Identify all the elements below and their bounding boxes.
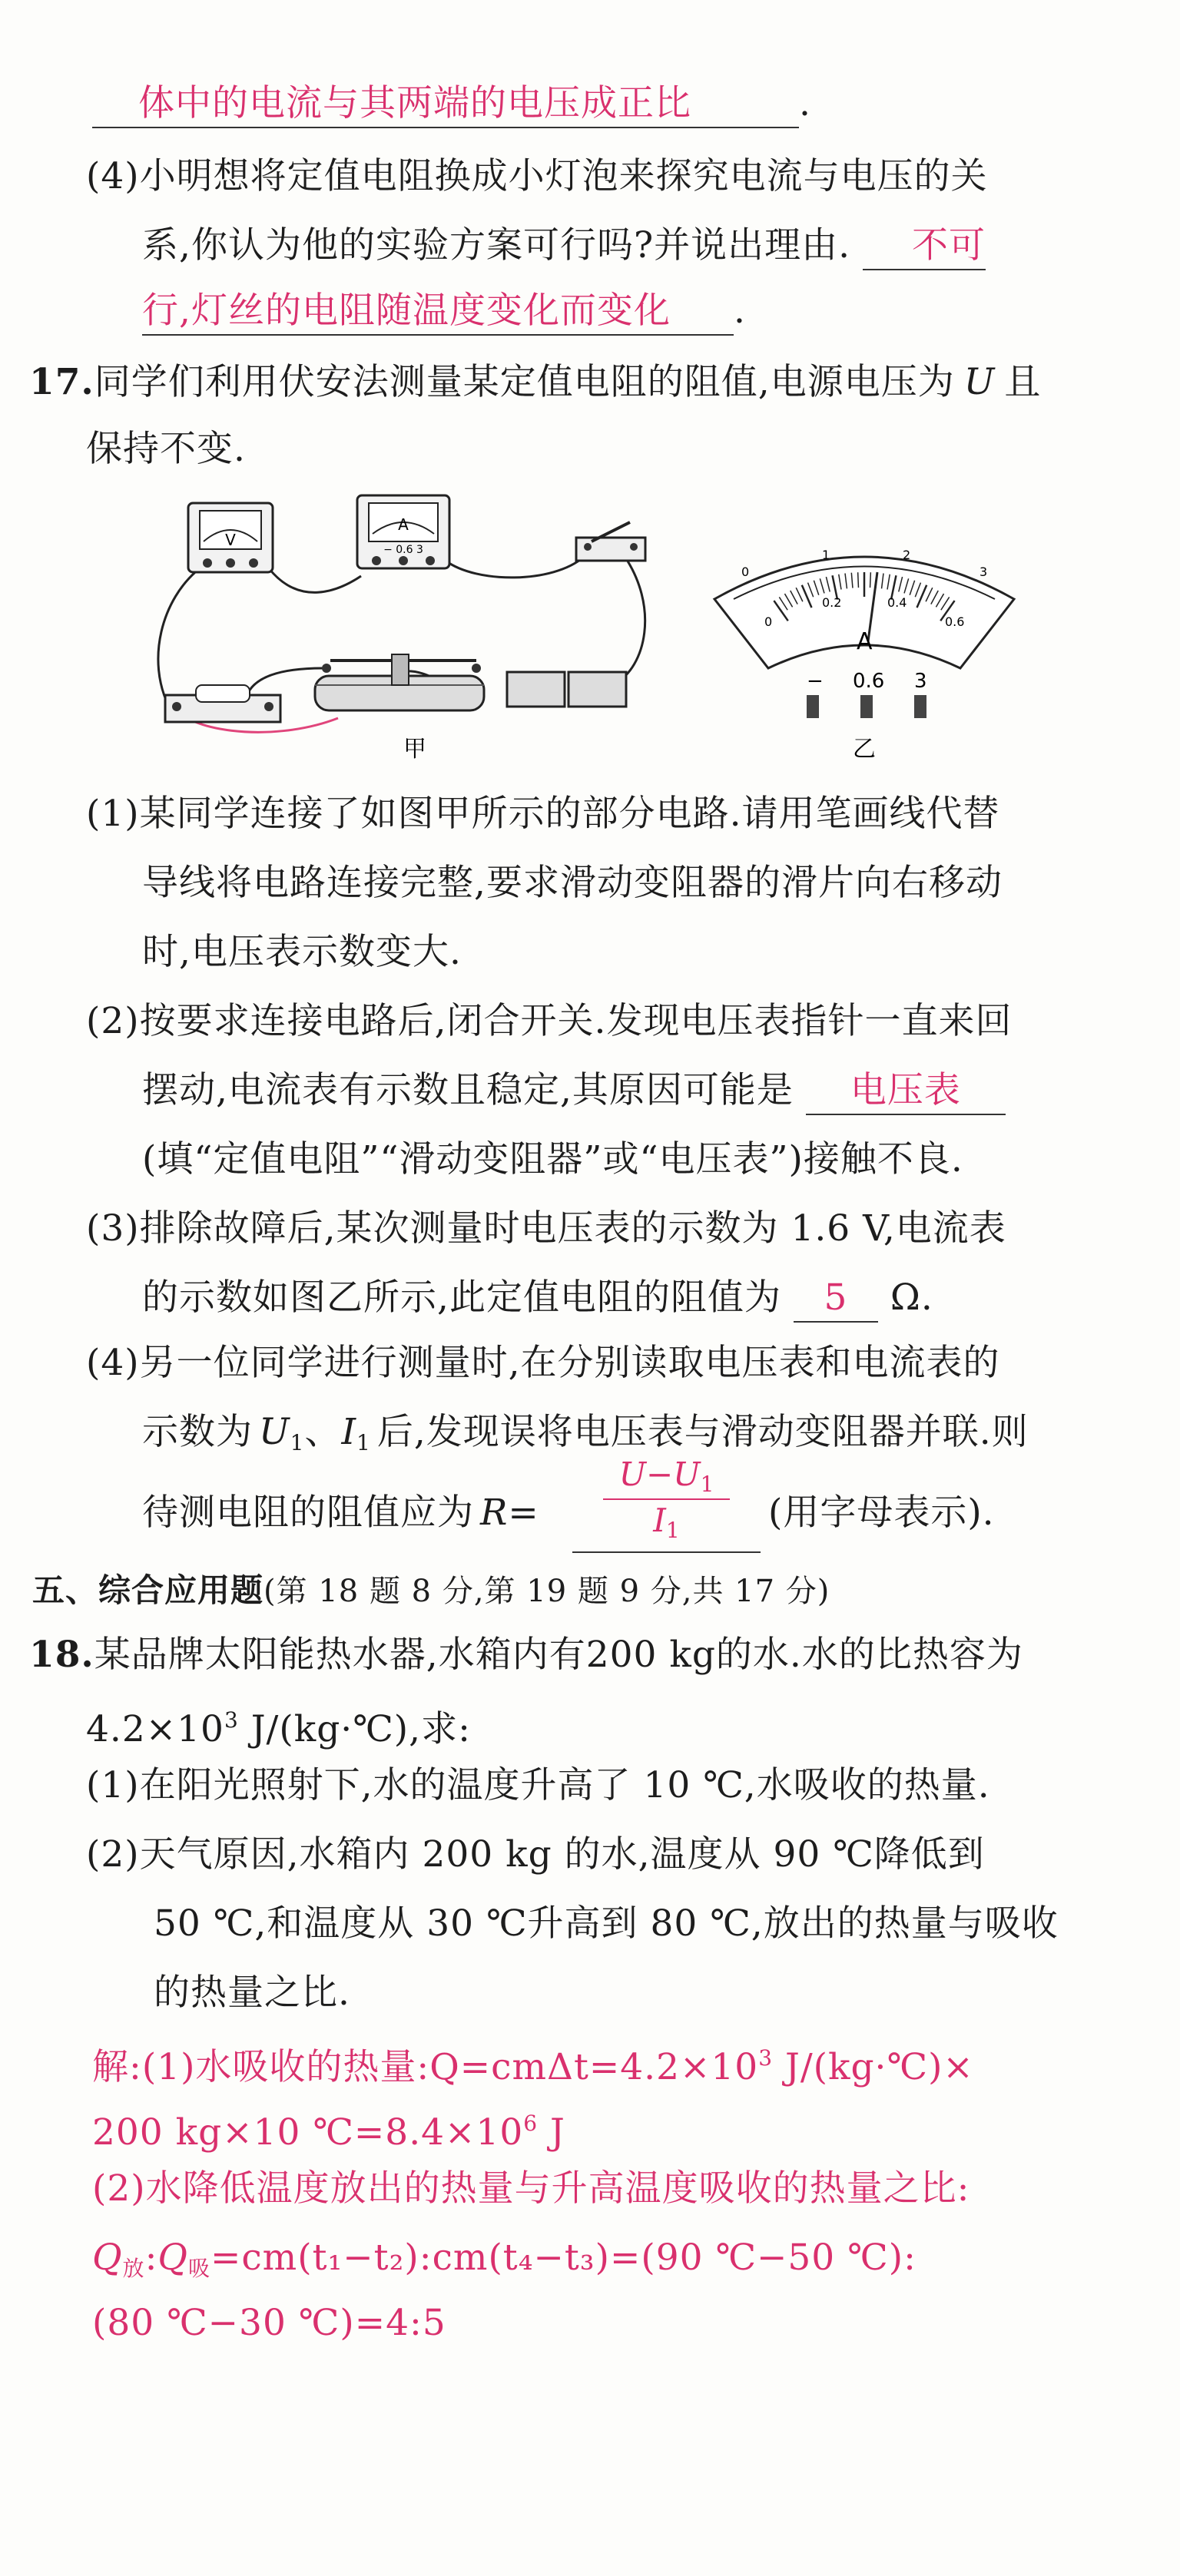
q17-p4-text-c: 待测电阻的阻值应为 [142,1492,474,1534]
sol4-q-fang: Q [92,2237,123,2279]
q18-stem2-b: J/(kg·℃),求: [238,1708,471,1750]
battery-icon [507,672,626,707]
q17-p4-u-sub: 1 [290,1430,305,1455]
section5-heading [32,1567,830,1614]
q16-q4-line1: (4)小明想将定值电阻换成小灯泡来探究电流与电压的关 [86,155,988,197]
q18-solution-line1 [92,2035,974,2091]
scale-bottom-1: 0.2 [822,595,842,610]
q17-p1-line3: 时,电压表示数变大. [142,931,462,973]
fraction-bar [603,1498,730,1500]
q17-p2-line1: (2)按要求连接电路后,闭合开关.发现电压表指针一直来回 [86,1000,1013,1042]
q18-stem2-a: 4.2×10 [86,1708,224,1750]
q17-stem-line1 [29,359,1041,406]
sol1-b: J/(kg·℃)× [773,2046,974,2088]
q18-number: 18. [29,1634,94,1676]
q17-p4-text-b: 后,发现误将电压表与滑动变阻器并联.则 [376,1411,1029,1453]
q18-p2-line3: 的热量之比. [154,1972,350,2014]
ammeter-icon [357,495,449,568]
q18-p1: (1)在阳光照射下,水的温度升高了 10 ℃,水吸收的热量. [86,1764,990,1806]
q16-q4-question: 系,你认为他的实验方案可行吗?并说出理由. [142,224,851,267]
q17-stem-u: U [963,361,996,403]
q17-stem-line2: 保持不变. [86,428,246,470]
fraction-denominator [572,1502,761,1550]
section5-title: 五、综合应用题 [32,1571,264,1609]
figure-label-yi: 乙 [853,736,876,763]
q17-p3-unit: Ω. [890,1276,933,1319]
dial-tick [870,572,871,588]
q17-p1-line1: (1)某同学连接了如图甲所示的部分电路.请用笔画线代替 [86,793,1000,835]
q17-p3-answer: 5 [794,1275,878,1323]
fixed-resistor-icon [165,685,280,722]
q18-stem-line1 [29,1632,1023,1678]
q17-number: 17. [29,361,94,403]
q17-p3-question: 的示数如图乙所示,此定值电阻的阻值为 [142,1276,781,1319]
q16-line0-end: . [799,82,811,124]
q18-stem-line2 [86,1697,471,1753]
scale-top-0: 0 [741,565,750,579]
q16-line0-answer: 体中的电流与其两端的电压成正比 [92,81,799,128]
q17-p4-line1: (4)另一位同学进行测量时,在分别读取电压表和电流表的 [86,1342,1000,1384]
dial-terminal-3: 3 [914,670,927,693]
sol2-a: 200 kg×10 ℃=8.4×10 [92,2111,524,2154]
q17-p4-note: (用字母表示). [768,1492,995,1534]
q17-p4-text-a: 示数为 [142,1411,253,1453]
q17-p2-line2 [142,1068,1006,1115]
q16-q4-answer-b: 行,灯丝的电阻随温度变化而变化 [142,288,734,336]
sol2-exp: 6 [523,2111,539,2136]
section5-detail: (第 18 题 8 分,第 19 题 9 分,共 17 分) [264,1574,830,1609]
sol4-sep: : [144,2237,158,2279]
q17-p2-question: 摆动,电流表有示数且稳定,其原因可能是 [142,1069,794,1111]
dial-symbol: A [857,628,873,655]
q18-stem-text: 某品牌太阳能热水器,水箱内有200 kg的水.水的比热容为 [94,1634,1023,1676]
q17-p4-sep: 、 [304,1411,342,1453]
q18-p2-line2: 50 ℃,和温度从 30 ℃升高到 80 ℃,放出的热量与吸收 [154,1902,1059,1945]
numerator-text: U−U [618,1455,701,1493]
dial-terminal-neg: − [807,670,824,693]
sol1-exp: 3 [758,2045,774,2071]
fraction-numerator [572,1455,761,1504]
sol4-sub-xi: 吸 [187,2256,210,2281]
numerator-sub: 1 [700,1472,714,1497]
ammeter-symbol: A [398,515,409,534]
dial-terminal-06: 0.6 [853,670,885,693]
scale-top-3: 3 [979,565,988,579]
q17-stem-end: 且 [1004,361,1042,403]
ammeter-dial-figure-yi [699,530,1029,768]
voltmeter-icon [188,503,273,572]
q16-q4-line2 [142,223,986,270]
sol2-b: J [538,2111,565,2154]
q18-solution-line4 [92,2235,916,2292]
q17-p4-answer-fraction [572,1455,761,1553]
q17-p4-i: I [341,1411,357,1453]
scale-top-1: 1 [822,548,830,562]
q17-p4-line3 [142,1490,539,1536]
sol4-sub-fang: 放 [122,2256,145,2281]
q16-line0 [92,81,811,128]
q18-solution-line2 [92,2101,565,2156]
q18-p2-line1: (2)天气原因,水箱内 200 kg 的水,温度从 90 ℃降低到 [86,1833,985,1876]
q18-solution-line3: (2)水降低温度放出的热量与升高温度吸收的热量之比: [92,2167,970,2210]
q17-p3-line1: (3)排除故障后,某次测量时电压表的示数为 1.6 V,电流表 [86,1207,1006,1250]
q17-p4-i-sub: 1 [356,1430,371,1455]
scale-bottom-0: 0 [764,614,773,629]
ammeter-terminal-labels: − 0.6 3 [383,544,423,556]
switch-icon [576,522,645,561]
q17-p4-r: R= [480,1492,539,1534]
circuit-figure-jia [154,484,676,768]
q17-p2-line3: (填“定值电阻”“滑动变阻器”或“电压表”)接触不良. [142,1138,963,1180]
sol4-rest: =cm(t₁−t₂):cm(t₄−t₃)=(90 ℃−50 ℃): [210,2237,916,2279]
q18-stem2-exp: 3 [224,1707,239,1733]
scale-top-2: 2 [903,548,911,562]
q17-p2-answer: 电压表 [806,1068,1006,1115]
q17-stem-text: 同学们利用伏安法测量某定值电阻的阻值,电源电压为 [94,361,955,403]
sol1-a: 解:(1)水吸收的热量:Q=cmΔt=4.2×10 [92,2046,759,2088]
denominator-sub: 1 [665,1518,680,1543]
scale-bottom-3: 0.6 [945,614,965,629]
scale-bottom-2: 0.4 [887,595,907,610]
sol4-q-xi: Q [157,2237,188,2279]
denominator-text: I [653,1502,666,1539]
q17-p3-line2 [142,1275,933,1323]
q17-p1-line2: 导线将电路连接完整,要求滑动变阻器的滑片向右移动 [142,862,1003,904]
q18-solution-line5: (80 ℃−30 ℃)=4:5 [92,2302,446,2344]
dial-tick [858,572,859,588]
figure-label-jia: 甲 [403,736,426,763]
q16-q4-end: . [734,290,746,332]
rheostat-icon [315,654,484,710]
q16-q4-answer-a: 不可 [863,223,986,270]
q17-p4-u: U [259,1411,290,1453]
voltmeter-symbol: V [225,531,236,549]
q16-q4-line3 [142,288,746,336]
